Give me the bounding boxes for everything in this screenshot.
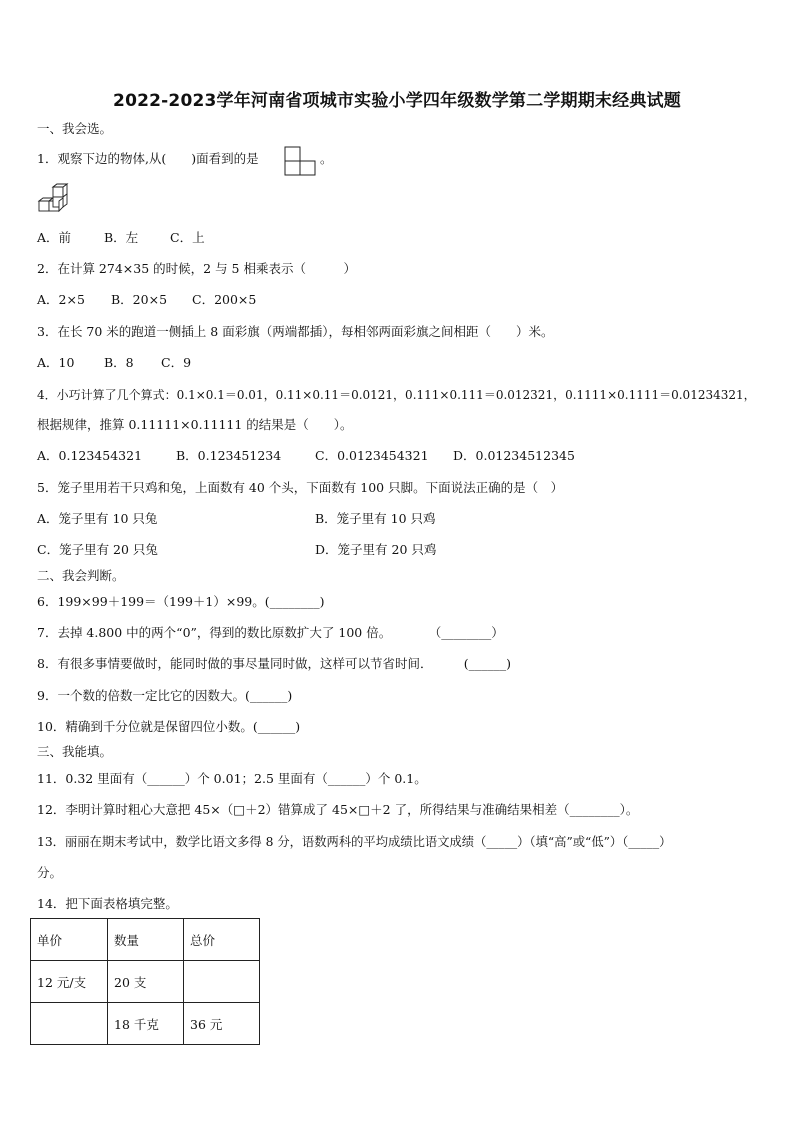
question-3-text: 3．在长 70 米的跑道一侧插上 8 面彩旗（两端都插），每相邻两面彩旗之间相距（ ）米。: [37, 324, 554, 339]
table-row: [31, 919, 260, 961]
question-2-option-c: C．200×5: [192, 292, 257, 307]
table-cell: 12 元/支: [31, 961, 108, 1003]
question-4-option-c: C．0.0123454321: [315, 448, 429, 463]
question-5-option-c: C．笼子里有 20 只兔: [37, 542, 158, 557]
page-title: 2022-2023学年河南省项城市实验小学四年级数学第二学期期末经典试题: [113, 91, 681, 111]
question-7: 7．去掉 4.800 中的两个“0”，得到的数比原数扩大了 100 倍。 （________）: [37, 625, 504, 640]
table-header-cell: 数量: [108, 919, 184, 961]
question-5-option-b: B．笼子里有 10 只鸡: [315, 511, 436, 526]
question-1-option-c: C．上: [170, 230, 205, 245]
table-row: [31, 961, 260, 1003]
section-heading-fill: 三、我能填。: [37, 744, 113, 759]
question-4-option-b: B．0.123451234: [176, 448, 282, 463]
question-5-option-d: D．笼子里有 20 只鸡: [315, 542, 437, 557]
question-3-option-c: C．9: [161, 355, 192, 370]
question-12: 12．李明计算时粗心大意把 45×（□＋2）错算成了 45×□＋2 了，所得结果与准确结果相差（________）。: [37, 802, 639, 817]
question-3-option-a: A．10: [37, 355, 75, 370]
question-1: [37, 150, 259, 168]
table-row: [31, 1003, 260, 1045]
question-1-option-a: A．前: [37, 230, 72, 245]
question-2-text: 2．在计算 274×35 的时候，2 与 5 相乘表示（ ）: [37, 261, 356, 276]
question-1-option-b: B．左: [104, 230, 139, 245]
section-heading-judge: 二、我会判断。: [37, 568, 125, 583]
stacked-cubes-icon: [36, 181, 72, 217]
top-view-grid-icon: [284, 146, 316, 176]
table-cell: 36 元: [184, 1003, 260, 1045]
table-header-cell: 总价: [184, 919, 260, 961]
table-cell: 18 千克: [108, 1003, 184, 1045]
question-8: 8．有很多事情要做时，能同时做的事尽量同时做，这样可以节省时间． (______): [37, 656, 511, 671]
table-header-cell: 单价: [31, 919, 108, 961]
question-1-tail: 。: [320, 151, 333, 166]
question-4-text-line-1: 4．小巧计算了几个算式：0.1×0.1＝0.01，0.11×0.11＝0.0121，0.111×0.111＝0.012321，0.1111×0.1111＝0.01234321，: [37, 388, 756, 402]
question-13-line-1: 13．丽丽在期末考试中，数学比语文多得 8 分，语数两科的平均成绩比语文成绩（_____）（填“高”或“低”）（_____）: [37, 835, 672, 849]
question-4-option-a: A．0.123454321: [37, 448, 143, 463]
question-5-text: 5．笼子里用若干只鸡和兔，上面数有 40 个头，下面数有 100 只脚。下面说法正确的是（ ）: [37, 480, 564, 495]
question-9: 9．一个数的倍数一定比它的因数大。(______): [37, 688, 293, 703]
question-14-text: 14．把下面表格填完整。: [37, 896, 178, 911]
question-13-line-2: 分。: [37, 865, 63, 880]
table-cell-blank: [31, 1003, 108, 1045]
question-3-option-b: B．8: [104, 355, 134, 370]
question-4-text-line-2: 根据规律，推算 0.11111×0.11111 的结果是（ ）。: [37, 417, 353, 432]
price-quantity-table: [30, 918, 260, 1045]
question-4-option-d: D．0.01234512345: [453, 448, 575, 463]
question-11: 11．0.32 里面有（______）个 0.01；2.5 里面有（______）个 0.1。: [37, 771, 427, 786]
question-2-option-b: B．20×5: [111, 292, 168, 307]
table-cell: 20 支: [108, 961, 184, 1003]
section-heading-choose: 一、我会选。: [37, 121, 113, 136]
table-cell-blank: [184, 961, 260, 1003]
question-5-option-a: A．笼子里有 10 只兔: [37, 511, 158, 526]
question-1-text: 1．观察下边的物体,从( )面看到的是: [37, 151, 259, 166]
question-2-option-a: A．2×5: [37, 292, 85, 307]
question-10: 10．精确到千分位就是保留四位小数。(______): [37, 719, 301, 734]
question-6: 6．199×99＋199＝（199＋1）×99。(________): [37, 594, 325, 609]
